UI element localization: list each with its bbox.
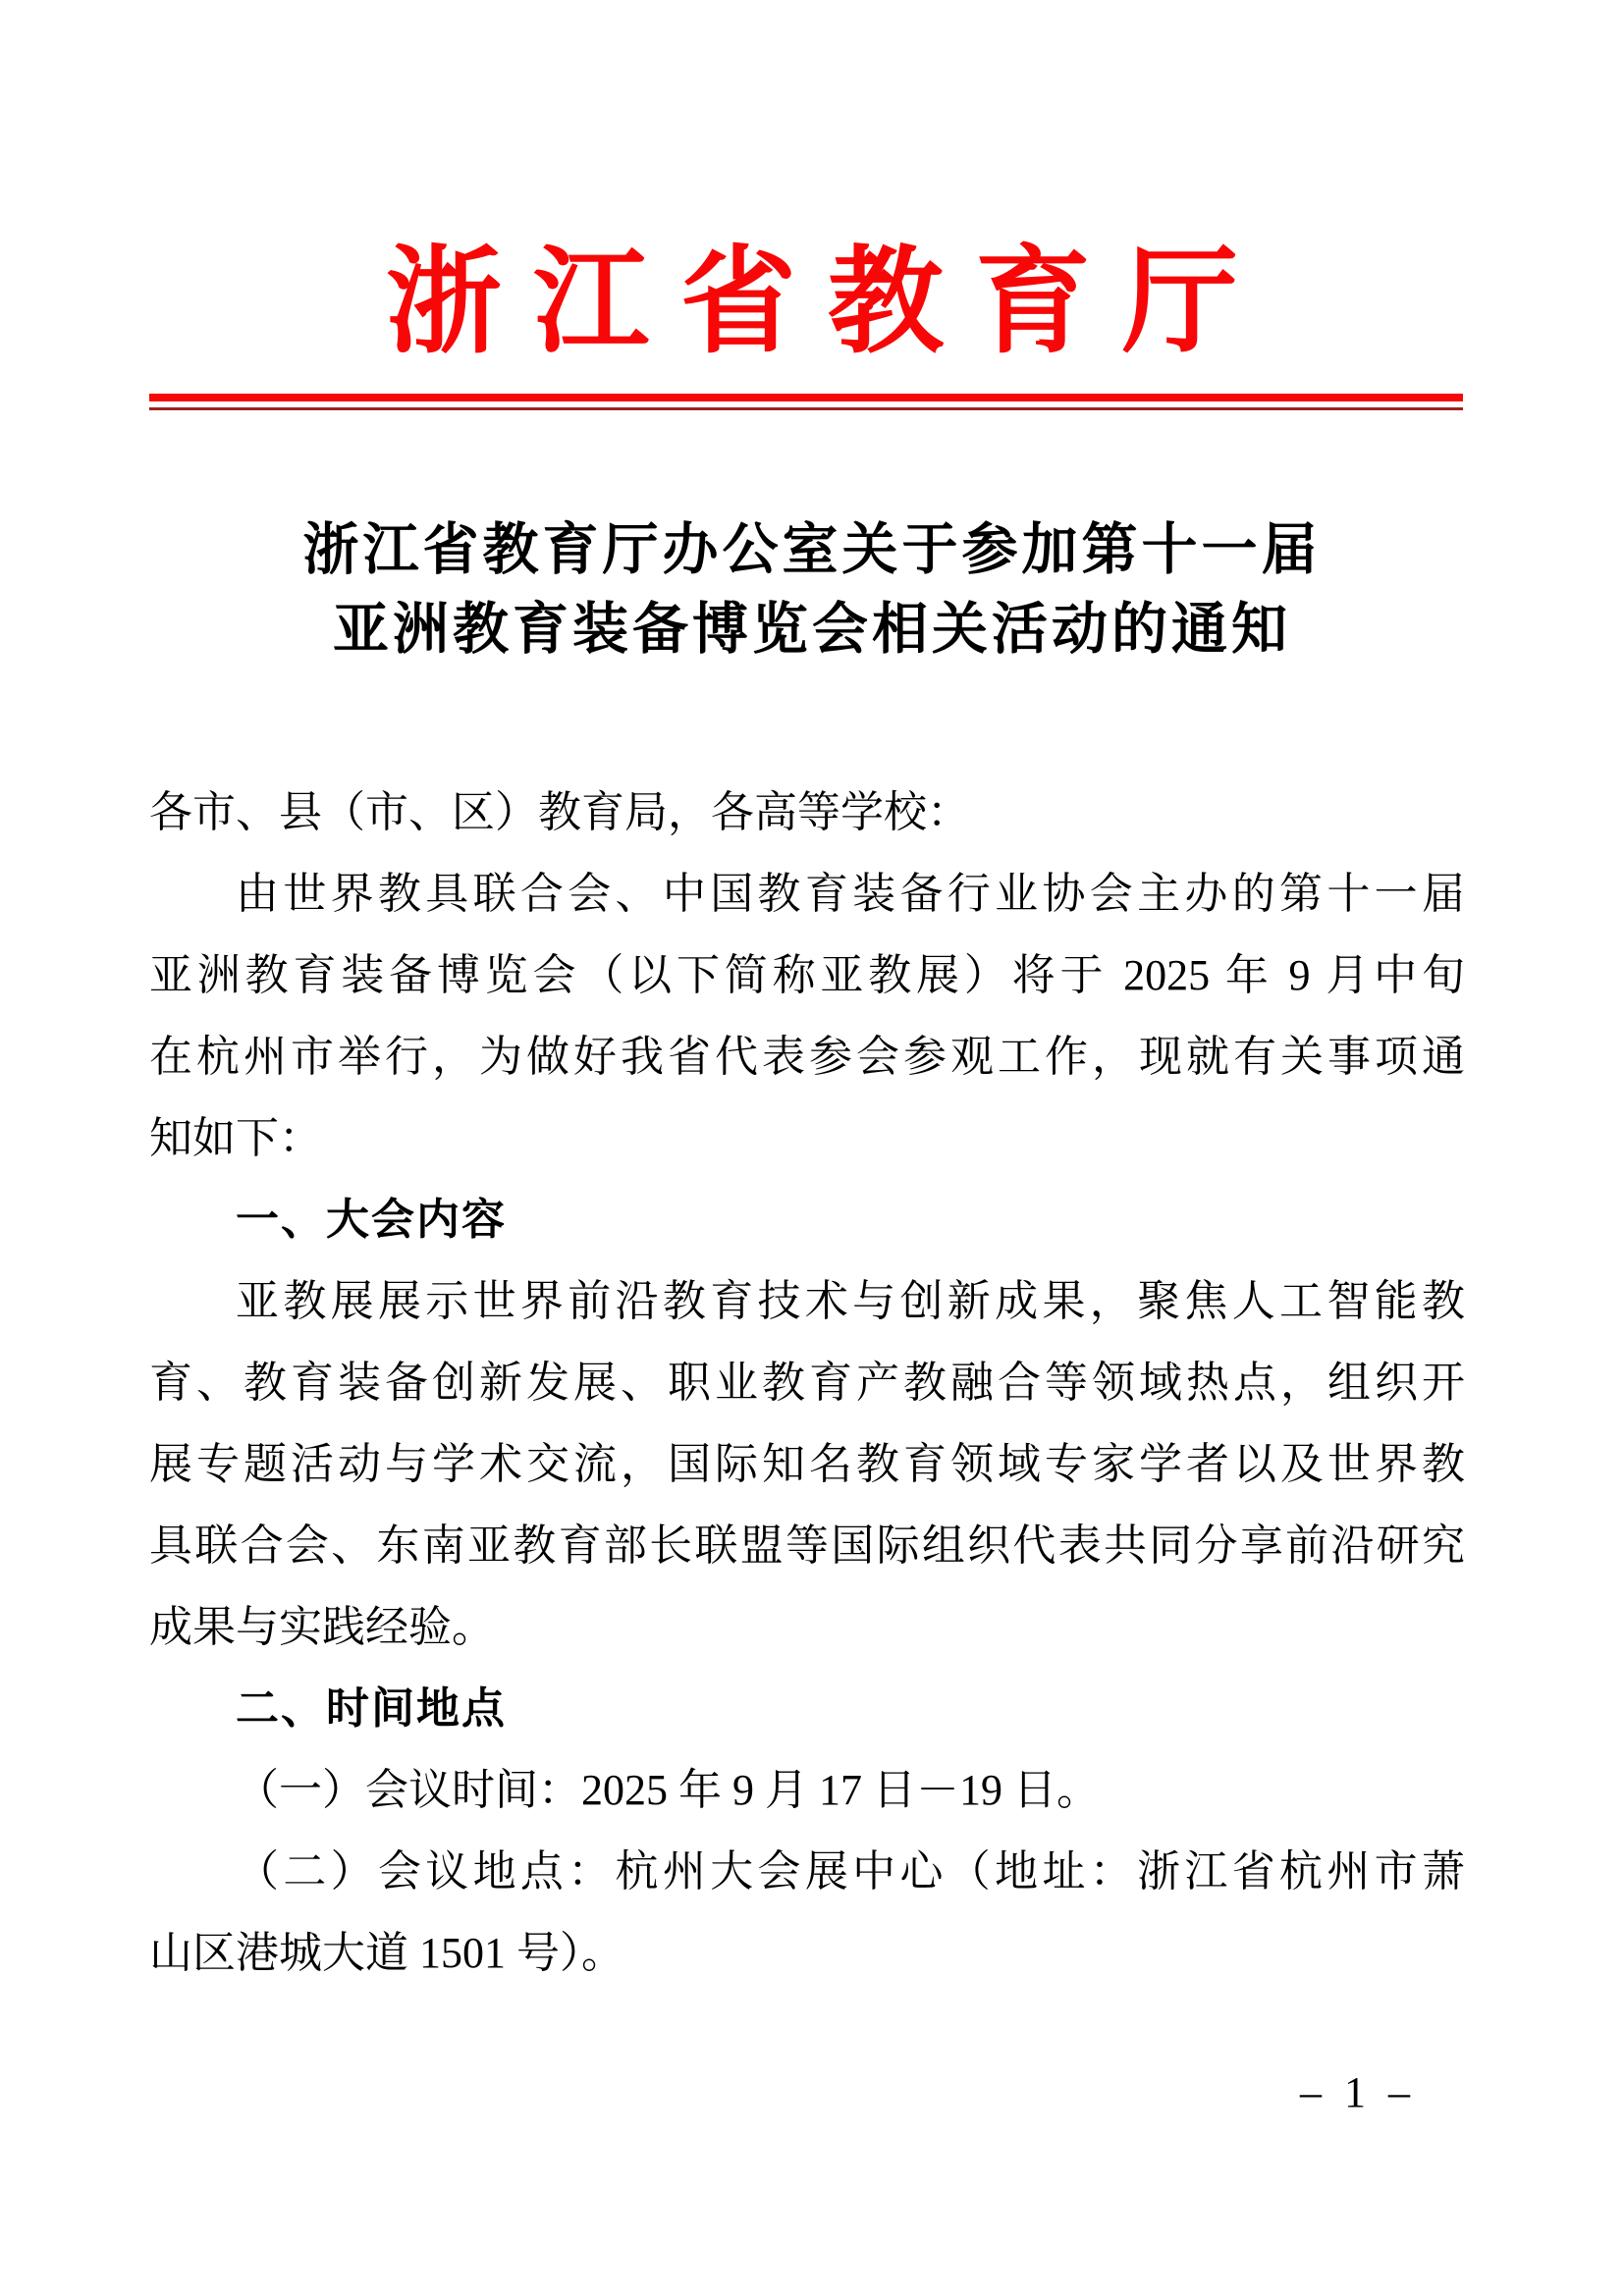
document-title [0, 510, 1624, 669]
body-line: 育、教育装备创新发展、职业教育产教融合等领域热点，组织开 [149, 1359, 1465, 1407]
body-line: 由世界教具联合会、中国教育装备行业协会主办的第十一届 [236, 870, 1465, 918]
document-title-line1: 浙江省教育厅办公室关于参加第十一届 [302, 519, 1322, 581]
body-line: 展专题活动与学术交流，国际知名教育领域专家学者以及世界教 [149, 1440, 1465, 1488]
body-line: 在杭州市举行，为做好我省代表参会参观工作，现就有关事项通 [149, 1033, 1465, 1081]
section-heading-2: 二、时间地点 [236, 1684, 507, 1733]
body-line: 知如下： [149, 1114, 322, 1162]
page-number: – 1 – [1300, 2068, 1416, 2116]
body-line: （二）会议地点：杭州大会展中心（地址：浙江省杭州市萧 [236, 1847, 1465, 1896]
body-line: 成果与实践经验。 [149, 1603, 495, 1651]
body-line: 亚教展展示世界前沿教育技术与创新成果，聚焦人工智能教 [236, 1277, 1465, 1325]
body-line: （一）会议时间：2025 年 9 月 17 日－19 日。 [236, 1766, 1100, 1814]
letterhead-rule-thick [149, 394, 1463, 401]
letterhead-agency-name: 浙江省教育厅 [385, 239, 1270, 367]
section-heading-1: 一、大会内容 [236, 1196, 507, 1244]
document-title-line2: 亚洲教育装备博览会相关活动的通知 [333, 599, 1291, 661]
salutation-line: 各市、县（市、区）教育局，各高等学校： [149, 788, 970, 836]
body-line: 山区港城大道 1501 号）。 [149, 1929, 624, 1977]
letterhead-rule-thin [149, 407, 1463, 410]
document-body [149, 772, 1465, 1994]
body-line: 具联合会、东南亚教育部长联盟等国际组织代表共同分享前沿研究 [149, 1522, 1465, 1570]
body-line: 亚洲教育装备博览会（以下简称亚教展）将于 2025 年 9 月中旬 [149, 951, 1465, 999]
